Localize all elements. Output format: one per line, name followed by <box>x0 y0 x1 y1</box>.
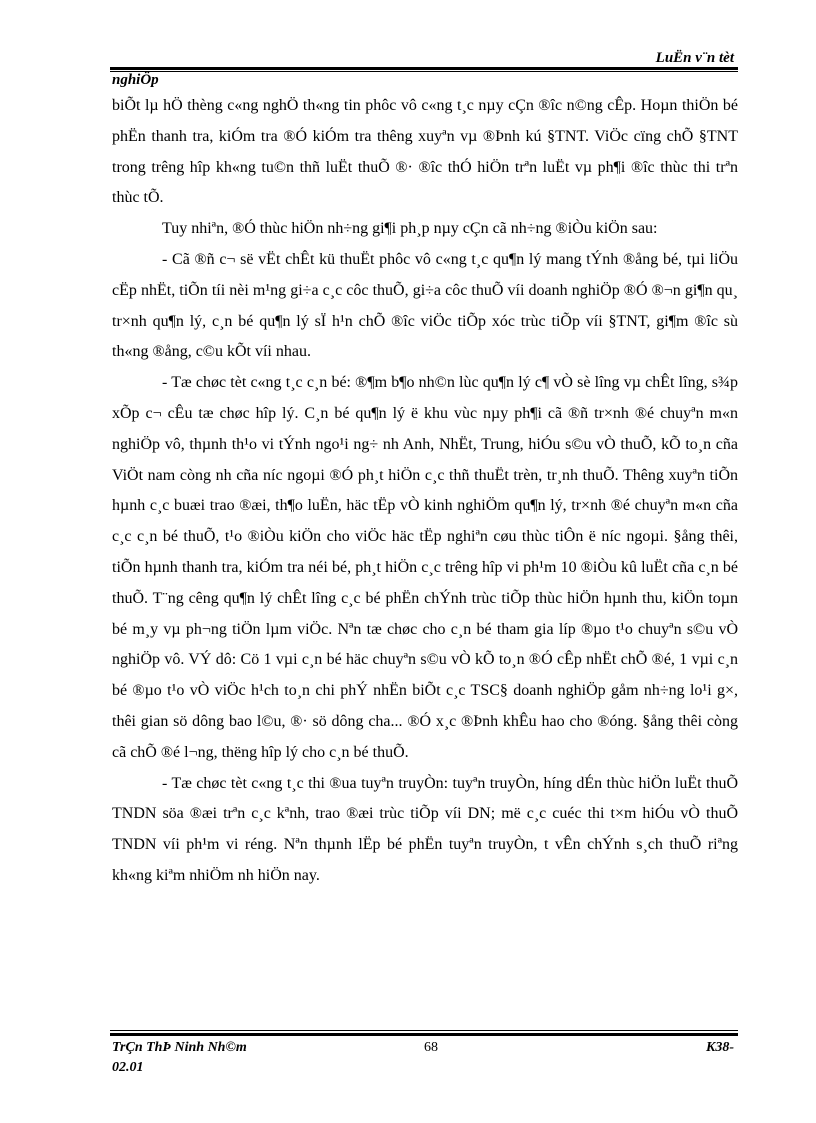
footer-author: TrÇn ThÞ Ninh Nh©m <box>112 1040 247 1055</box>
footer-rule-thin <box>110 1030 738 1031</box>
page-number: 68 <box>424 1040 438 1055</box>
header-rule-thin <box>110 71 738 72</box>
footer-rule-thick <box>110 1033 738 1036</box>
paragraph-2: Tuy nhiªn, ®Ó thùc hiÖn nh÷ng gi¶i ph¸p nµy cÇn cã nh÷ng ®iÒu kiÖn sau: <box>162 220 658 238</box>
header-title: LuËn v¨n tèt <box>655 50 734 66</box>
header-rule-thick <box>110 67 738 70</box>
paragraph-5: - Tæ chøc tèt c«ng t¸c thi ®ua tuyªn truyÒn: tuyªn truyÒn, híng dÉn thùc hiÖn luËt thuÕ TNDN söa ®æi trªn c¸c kªnh, trao ®æi trùc tiÕp víi DN; më c¸c cuéc thi t×m hiÓu vÒ thuÕ TNDN víi ph¹m vi réng. Nªn thµnh lËp bé phËn tuyªn truyÒn, t vÊn chÝnh s¸ch thuÕ riªng kh«ng kiªm nhiÖm nh hiÖn nay. <box>112 774 738 884</box>
body-text <box>112 91 738 892</box>
paragraph-1: biÕt lµ hÖ thèng c«ng nghÖ th«ng tin phôc vô c«ng t¸c nµy cÇn ®îc n©ng cÊp. Hoµn thiÖn bé phËn thanh tra, kiÓm tra ®Ó kiÓm tra thêng xuyªn vµ ®Þnh kú §TNT. ViÖc cïng chÕ §TNT trong trêng hîp kh«ng tu©n thñ luËt thuÕ ®· ®îc thÓ hiÖn trªn luËt vµ ph¶i ®îc thùc thi trªn thùc tÕ. <box>112 97 738 207</box>
footer-code: K38- <box>706 1040 734 1055</box>
paragraph-4: - Tæ chøc tèt c«ng t¸c c¸n bé: ®¶m b¶o nh©n lùc qu¶n lý c¶ vÒ sè lîng vµ chÊt lîng, s¾p xÕp c¬ cÊu tæ chøc hîp lý. C¸n bé qu¶n lý ë khu vùc nµy ph¶i cã ®ñ tr×nh ®é chuyªn m«n nghiÖp vô, thµnh th¹o vi tÝnh ngo¹i ng÷ nh Anh, NhËt, Trung, hiÓu s©u vÒ thuÕ, kÕ to¸n cña ViÖt nam còng nh cña níc ngoµi ®Ó ph¸t hiÖn c¸c thñ thuËt trèn, tr¸nh thuÕ. Thêng xuyªn tiÕn hµnh c¸c buæi trao ®æi, th¶o luËn, häc tËp vÒ kinh nghiÖm qu¶n lý, tr×nh ®é chuyªn m«n cña c¸c c¸n bé thuÕ, t¹o ®iÒu kiÖn cho viÖc häc tËp nghiªn cøu thùc tiÔn ë níc ngoµi. §ång thêi, tiÕn hµnh thanh tra, kiÓm tra néi bé, ph¸t hiÖn c¸c trêng hîp vi ph¹m 10 ®iÒu kû luËt cña c¸n bé thuÕ. T¨ng cêng qu¶n lý chÊt lîng c¸c bé phËn chÝnh trùc tiÕp thùc hiÖn hµnh thu, kiÖn toµn bé m¸y vµ ph¬ng tiÖn lµm viÖc. Nªn tæ chøc cho c¸n bé tham gia líp ®µo t¹o chuyªn s©u vÒ nghiÖp vô. VÝ dô: Cö 1 vµi c¸n bé häc chuyªn s©u vÒ kÕ to¸n ®Ó cÊp nhËt chÕ ®é, 1 vµi c¸n bé ®µo t¹o vÒ viÖc h¹ch to¸n chi phÝ nhËn biÕt c¸c TSC§ doanh nghiÖp gåm nh÷ng lo¹i g×, thêi gian sö dông bao l©u, ®· sö dông cha... ®Ó x¸c ®Þnh khÊu hao cho ®óng. §ång thêi còng cã chÕ ®é l¬ng, thëng hîp lý cho c¸n bé thuÕ. <box>112 374 738 761</box>
paragraph-3: - Cã ®ñ c¬ së vËt chÊt kü thuËt phôc vô c«ng t¸c qu¶n lý mang tÝnh ®ång bé, tµi liÖu cËp nhËt, tiÕn tíi nèi m¹ng gi÷a c¸c côc thuÕ, gi÷a côc thuÕ víi doanh nghiÖp ®Ó ®¬n gi¶n qu¸ tr×nh qu¶n lý, c¸n bé qu¶n lý sÏ h¹n chÕ ®îc viÖc tiÕp xóc trùc tiÕp víi §TNT, gi¶m ®îc sù th«ng ®ång, c©u kÕt víi nhau. <box>112 250 738 361</box>
footer-code-line2: 02.01 <box>112 1060 144 1075</box>
header-subtitle: nghiÖp <box>112 72 159 88</box>
